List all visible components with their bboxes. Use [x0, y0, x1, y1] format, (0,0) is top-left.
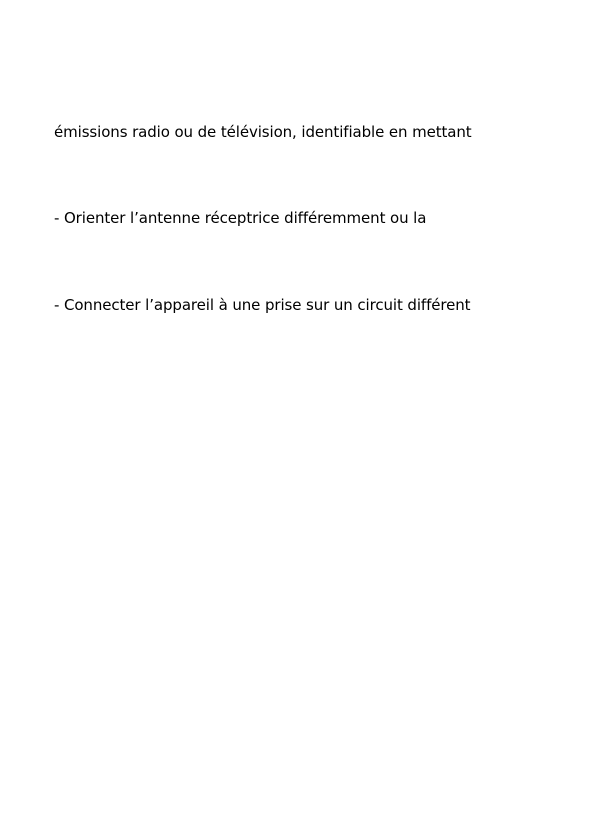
text-line-interference-note: émissions radio ou de télévision, identifiable en mettant: [54, 123, 472, 141]
text-line-connect-different-circuit: - Connecter l’appareil à une prise sur un circuit différent: [54, 296, 471, 314]
text-line-reorient-antenna: - Orienter l’antenne réceptrice différemment ou la: [54, 209, 427, 227]
